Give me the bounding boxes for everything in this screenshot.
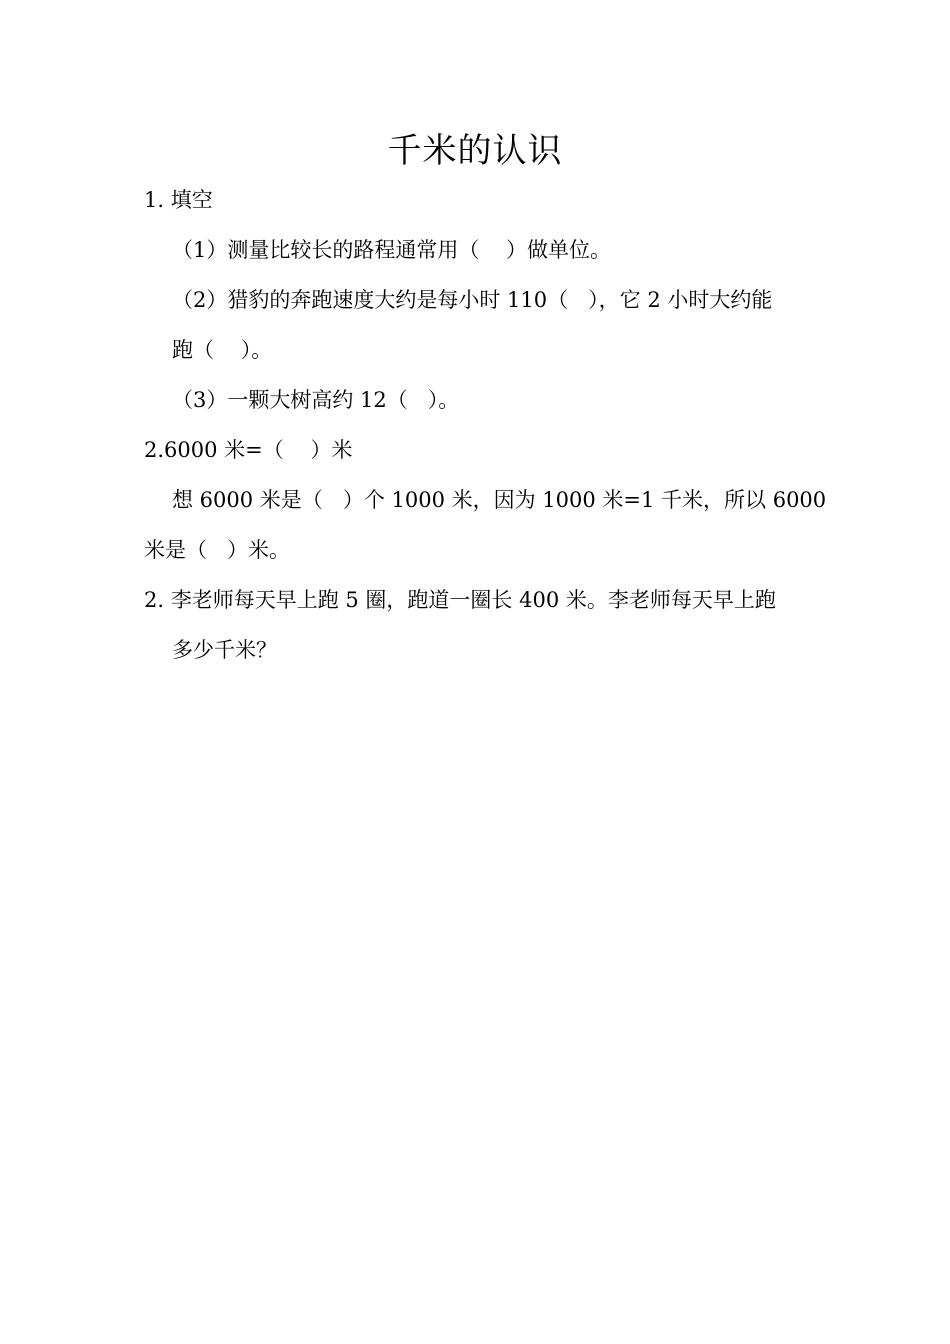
question-3-text-continued: 多少千米？	[172, 638, 277, 662]
question-1-item-1: （1）测量比较长的路程通常用（ ）做单位。	[172, 238, 612, 262]
question-1-item-3: （3）一颗大树高约 12（ ）。	[172, 388, 460, 412]
question-2-hint-continued: 米是（ ）米。	[144, 538, 291, 562]
question-3-text: 2. 李老师每天早上跑 5 圈，跑道一圈长 400 米。李老师每天早上跑	[144, 588, 776, 612]
page-title: 千米的认识	[387, 131, 563, 171]
question-1-heading: 1. 填空	[144, 188, 213, 212]
question-1-item-2-continued: 跑（ ）。	[172, 338, 273, 362]
question-1-item-2: （2）猎豹的奔跑速度大约是每小时 110（ ），它 2 小时大约能	[172, 288, 773, 312]
question-2-heading: 2.6000 米=（ ）米	[144, 438, 353, 462]
question-2-hint: 想 6000 米是（ ）个 1000 米，因为 1000 米=1 千米，所以 6000	[172, 488, 827, 512]
